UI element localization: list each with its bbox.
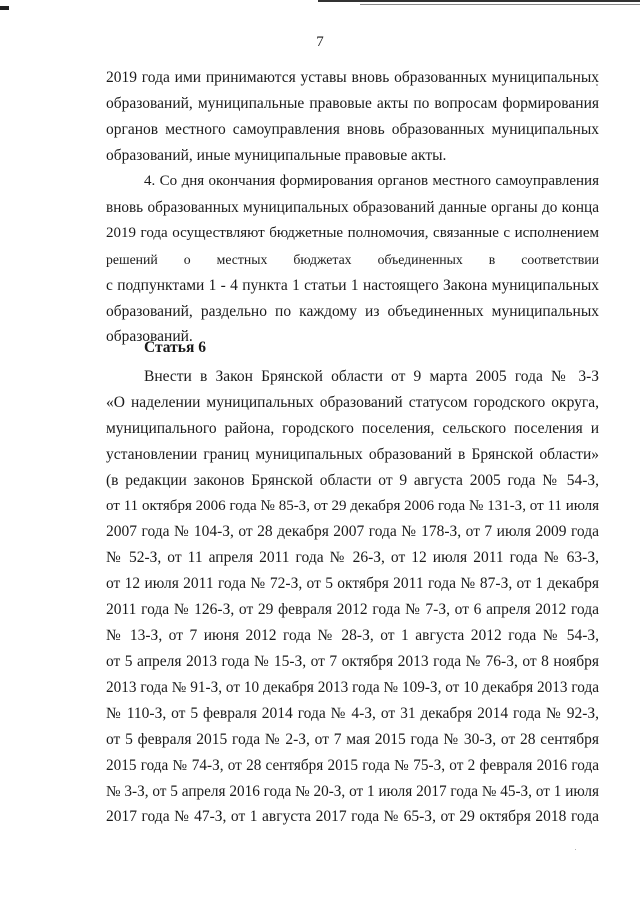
text-line: с подпунктами 1 - 4 пункта 1 статьи 1 настоящего Закона муниципальных bbox=[106, 276, 599, 294]
paragraph-continuation bbox=[106, 65, 599, 169]
text-line: Внести в Закон Брянской области от 9 марта 2005 года № 3-З bbox=[144, 368, 599, 385]
text-line: муниципального района, городского поселения, сельского поселения и bbox=[106, 419, 599, 437]
text-line: образований, раздельно по каждому из объединенных муниципальных bbox=[106, 302, 599, 320]
text-line: образований. bbox=[106, 328, 193, 346]
text-line: от 12 июля 2011 года № 72-З, от 5 октября 2011 года № 87-З, от 1 декабря bbox=[106, 575, 599, 593]
text-line: № 13-З, от 7 июня 2012 года № 28-З, от 1 августа 2012 года № 54-З, bbox=[106, 627, 599, 645]
text-line: вновь образованных муниципальных образований данные органы до конца bbox=[106, 198, 599, 216]
text-line: 2015 года № 74-З, от 28 сентября 2015 года № 75-З, от 2 февраля 2016 года bbox=[106, 756, 599, 774]
text-line: 4. Со дня окончания формирования органов местного самоуправления bbox=[144, 173, 599, 189]
text-line: от 5 апреля 2013 года № 15-З, от 7 октября 2013 года № 76-З, от 8 ноября bbox=[106, 652, 599, 670]
text-line: 2011 года № 126-З, от 29 февраля 2012 года № 7-З, от 6 апреля 2012 года bbox=[106, 601, 599, 619]
paragraph-item-4 bbox=[106, 169, 599, 350]
scan-mark bbox=[0, 6, 9, 10]
text-line: «О наделении муниципальных образований статусом городского округа, bbox=[106, 393, 599, 411]
article-heading: Статья 6 bbox=[144, 339, 206, 356]
text-line: образований, иные муниципальные правовые акты. bbox=[106, 146, 447, 164]
scan-edge-line bbox=[360, 4, 640, 5]
text-line: 2019 года ими принимаются уставы вновь образованных муниципальных bbox=[106, 69, 599, 86]
text-line: 2019 года осуществляют бюджетные полномочия, связанные с исполнением bbox=[106, 224, 599, 241]
text-line: 2017 года № 47-З, от 1 августа 2017 года № 65-З, от 29 октября 2018 года bbox=[106, 808, 599, 826]
article-body bbox=[106, 364, 599, 830]
text-line: органов местного самоуправления вновь образованных муниципальных bbox=[106, 120, 599, 138]
text-line: от 11 октября 2006 года № 85-З, от 29 декабря 2006 года № 131-З, от 11 июля bbox=[106, 497, 599, 514]
text-line: установлении границ муниципальных образований в Брянской области» bbox=[106, 445, 599, 463]
text-line: № 52-З, от 11 апреля 2011 года № 26-З, от 12 июля 2011 года № 63-З, bbox=[106, 549, 599, 567]
scan-speck bbox=[575, 849, 576, 850]
text-line: (в редакции законов Брянской области от 9 августа 2005 года № 54-З, bbox=[106, 471, 599, 489]
page-number: 7 bbox=[316, 34, 324, 50]
text-line: 2013 года № 91-З, от 10 декабря 2013 года № 109-З, от 10 декабря 2013 года bbox=[106, 678, 599, 696]
text-line: 2007 года № 104-З, от 28 декабря 2007 года № 178-З, от 7 июля 2009 года bbox=[106, 523, 599, 541]
text-line: № 3-З, от 5 апреля 2016 года № 20-З, от 1 июля 2017 года № 45-З, от 1 июля bbox=[106, 782, 599, 800]
text-line: от 5 февраля 2015 года № 2-З, от 7 мая 2015 года № 30-З, от 28 сентября bbox=[106, 730, 599, 748]
text-line: образований, муниципальные правовые акты по вопросам формирования bbox=[106, 94, 599, 112]
scan-edge-line bbox=[318, 0, 640, 2]
text-line: № 110-З, от 5 февраля 2014 года № 4-З, от 31 декабря 2014 года № 92-З, bbox=[106, 704, 599, 722]
text-line: решений о местных бюджетах объединенных в соответствии bbox=[106, 251, 599, 267]
